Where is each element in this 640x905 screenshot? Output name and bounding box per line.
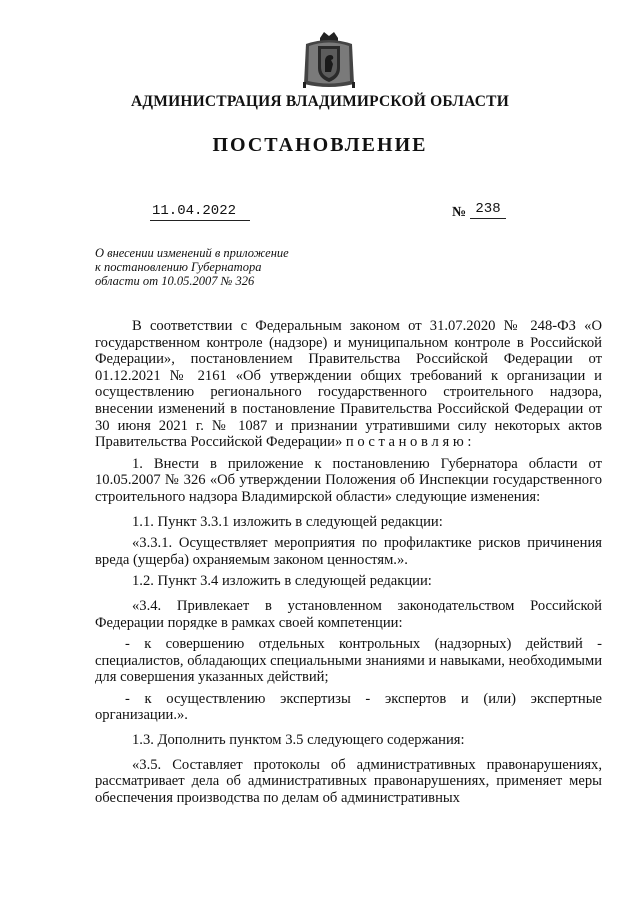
- item-1-paragraph: 1. Внести в приложение к постановлению Губернатора области от 10.05.2007 № 326 «Об утверждении Положения об Инспекции государственного строительного надзора Владимирской области» следующие изменения:: [95, 455, 602, 505]
- item-1-3-text-paragraph: «3.5. Составляет протоколы об административных правонарушениях, рассматривает дела об административных правонарушениях, применяет меры обеспечения производства по делам об административных: [95, 756, 602, 806]
- item-1-1-text-paragraph: «3.3.1. Осуществляет мероприятия по профилактике рисков причинения вреда (ущерба) охраняемым законом ценностям.».: [95, 535, 602, 568]
- document-type-title: ПОСТАНОВЛЕНИЕ: [212, 134, 428, 156]
- document-body: [95, 318, 602, 806]
- document-date: 11.04.2022: [150, 203, 250, 221]
- item-1-3-paragraph: 1.3. Дополнить пунктом 3.5 следующего содержания:: [132, 732, 465, 749]
- document-subject: [95, 246, 335, 288]
- item-1-2-paragraph: 1.2. Пункт 3.4 изложить в следующей редакции:: [132, 573, 432, 590]
- subject-line: О внесении изменений в приложение: [95, 246, 289, 260]
- item-1-2-text-paragraph: «3.4. Привлекает в установленном законодательством Российской Федерации порядке в рамках своей компетенции:: [95, 597, 602, 631]
- item-1-1-paragraph: 1.1. Пункт 3.3.1 изложить в следующей редакции:: [132, 513, 443, 530]
- document-number-label: №: [452, 205, 467, 220]
- preamble-paragraph: В соответствии с Федеральным законом от 31.07.2020 № 248-ФЗ «О государственном контроле (надзоре) и муниципальном контроле в Российской Федерации», постановлением Правительства Российской Федерации от 01.12.2021 № 2161 «Об утверждении общих требований к организации и осуществлению регионального государственного строительного надзора, внесении изменений в постановление Правительства Российской Федерации от 30 июня 2021 г. № 1087 и признании утратившими силу некоторых актов Правительства Российской Федерации» п о с т а н о в л я ю :: [95, 318, 602, 451]
- item-1-2-dash-1-paragraph: - к совершению отдельных контрольных (надзорных) действий - специалистов, обладающих специальными знаниями и навыками, необходимыми для совершения указанных действий;: [95, 636, 602, 686]
- subject-line: области от 10.05.2007 № 326: [95, 274, 255, 288]
- subject-line: к постановлению Губернатора: [95, 260, 262, 274]
- item-1-2-dash-2-paragraph: - к осуществлению экспертизы - экспертов и (или) экспертные организации.».: [95, 690, 602, 724]
- organization-name: АДМИНИСТРАЦИЯ ВЛАДИМИРСКОЙ ОБЛАСТИ: [131, 93, 509, 110]
- document-number: 238: [470, 201, 506, 219]
- coat-of-arms-icon: [300, 28, 358, 92]
